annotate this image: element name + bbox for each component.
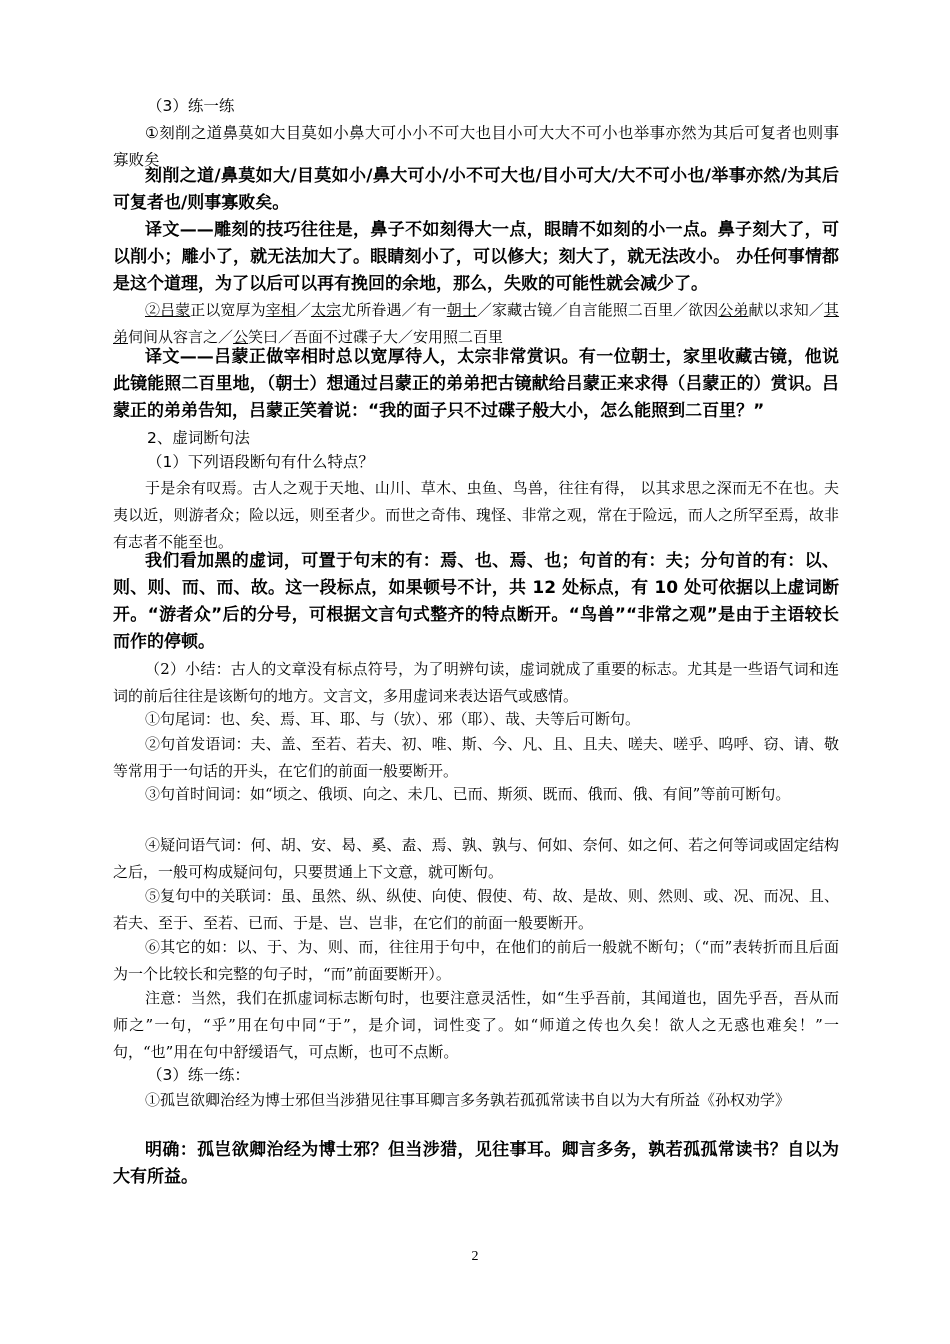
rule-sentence-final-words: ①句尾词：也、矣、焉、耳、耶、与（欤）、邪（耶）、哉、夫等后可断句。: [145, 710, 641, 728]
note-paragraph: 注意：当然，我们在抓虚词标志断句时，也要注意灵活性，如“生乎吾前，其闻道也，固先乎吾，吾从而师之”一句，“乎”用在句中同“于”，是介词，词性变了。如“师道之传也久矣！欲人之无惑也难矣！”一句，“也”用在句中舒缓语气，可点断，也可不点断。: [113, 989, 839, 1061]
exercise-1-translation: 译文——雕刻的技巧往往是，鼻子不如刻得大一点，眼睛不如刻的小一点。鼻子刻大了，可以削小；雕小了，就无法加大了。眼睛刻小了，可以修大；刻大了，就无法改小。 办任何事情都是这个道理，为了以后可以再有挽回的余地，那么，失败的可能性就会减少了。: [113, 220, 839, 294]
question-1-title: （1）下列语段断句有什么特点？: [147, 453, 374, 471]
text-segment: 献以求知／: [748, 301, 824, 319]
rule-time-words: ③句首时间词：如“顷之、俄顷、向之、未几、已而、斯须、既而、俄而、俄、有间”等前可断句。: [145, 785, 791, 803]
exercise-1-question: ①刻削之道鼻莫如大目莫如小鼻大可小小不可大也目小可大大不可小也举事亦然为其后可复者也则事寡败矣: [113, 124, 839, 169]
underlined-term: 公弟: [718, 301, 749, 319]
exercise-2-question: [113, 297, 839, 351]
section-3-title: （3）练一练: [147, 97, 235, 115]
text-segment: 笑曰／吾面不过碟子大／安用照二百里: [248, 328, 504, 346]
exercise-1-answer: 刻削之道/鼻莫如大/目莫如小/鼻大可小/小不可大也/目小可大/大不可小也/举事亦然/为其后可复者也/则事寡败矣。: [113, 166, 839, 213]
rule-sentence-initial-words: ②句首发语词：夫、盖、至若、若夫、初、唯、斯、今、凡、且、且夫、嗟夫、嗟乎、呜呼、窃、请、敬等常用于一句话的开头，在它们的前面一般要断开。: [113, 735, 839, 780]
rule-other-words: ⑥其它的如：以、于、为、则、而，往往用于句中，在他们的前后一般就不断句；（“而”表转折而且后面为一个比较长和完整的句子时，“而”前面要断开）。: [113, 938, 839, 983]
question-1-passage: 于是余有叹焉。古人之观于天地、山川、草木、虫鱼、鸟兽，往往有得， 以其求思之深而无不在也。夫夷以近，则游者众；险以远，则至者少。而世之奇伟、瑰怪、非常之观，常在于险远，而人之所罕至焉，故非有志者不能至也。: [113, 479, 839, 551]
practice-question: ①孤岂欲卿治经为博士邪但当涉猎见往事耳卿言多务孰若孤孤常读书自以为大有所益《孙权劝学》: [145, 1091, 791, 1109]
text-segment: 正以宽厚为: [190, 301, 266, 319]
text-segment: ／: [295, 301, 311, 319]
summary-paragraph: （2）小结：古人的文章没有标点符号，为了明辨句读，虚词就成了重要的标志。尤其是一些语气词和连词的前后往往是该断句的地方。文言文，多用虚词来表达语气或感情。: [113, 660, 839, 705]
text-segment: 尤所眷遇／有一: [341, 301, 447, 319]
section-2-title: 2、虚词断句法: [147, 429, 250, 447]
question-1-answer: 我们看加黑的虚词，可置于句末的有：焉、也、焉、也；句首的有：夫；分句首的有：以、则、则、而、而、故。这一段标点，如果顿号不计，共 12 处标点，有 10 处可依据以上虚词断开。“游者众”后的分号，可根据文言句式整齐的特点断开。“鸟兽”“非常之观”是由于主语较长而作的停顿。: [113, 551, 839, 652]
underlined-term: 太宗: [310, 301, 342, 319]
rule-conjunctions: ⑤复句中的关联词：虽、虽然、纵、纵使、向使、假使、苟、故、是故、则、然则、或、况、而况、且、若夫、至于、至若、已而、于是、岂、岂非，在它们的前面一般要断开。: [113, 887, 839, 932]
text-segment: ／家藏古镜／自言能照二百里／欲因: [476, 301, 719, 319]
practice-answer: 明确：孤岂欲卿治经为博士邪？但当涉猎，见往事耳。卿言多务，孰若孤孤常读书？自以为大有所益。: [113, 1140, 839, 1187]
page-number: 2: [471, 1249, 479, 1264]
practice-title: （3）练一练：: [147, 1066, 250, 1084]
underlined-term: 公: [233, 328, 249, 346]
text-segment: 伺间从容言之／: [128, 328, 234, 346]
underlined-term: 其弟: [113, 301, 839, 346]
exercise-2-translation: 译文——吕蒙正做宰相时总以宽厚待人，太宗非常赏识。有一位朝士，家里收藏古镜，他说此镜能照二百里地，（朝士）想通过吕蒙正的弟弟把古镜献给吕蒙正来求得（吕蒙正的）赏识。吕蒙正的弟弟告知，吕蒙正笑着说：“我的面子只不过碟子般大小，怎么能照到二百里？”: [113, 347, 839, 421]
underlined-term: 宰相: [265, 301, 296, 319]
rule-question-words: ④疑问语气词：何、胡、安、曷、奚、盍、焉、孰、孰与、何如、奈何、如之何、若之何等词或固定结构之后，一般可构成疑问句，只要贯通上下文意，就可断句。: [113, 836, 839, 881]
underlined-term: ②吕蒙: [145, 301, 191, 319]
underlined-term: 朝士: [446, 301, 477, 319]
